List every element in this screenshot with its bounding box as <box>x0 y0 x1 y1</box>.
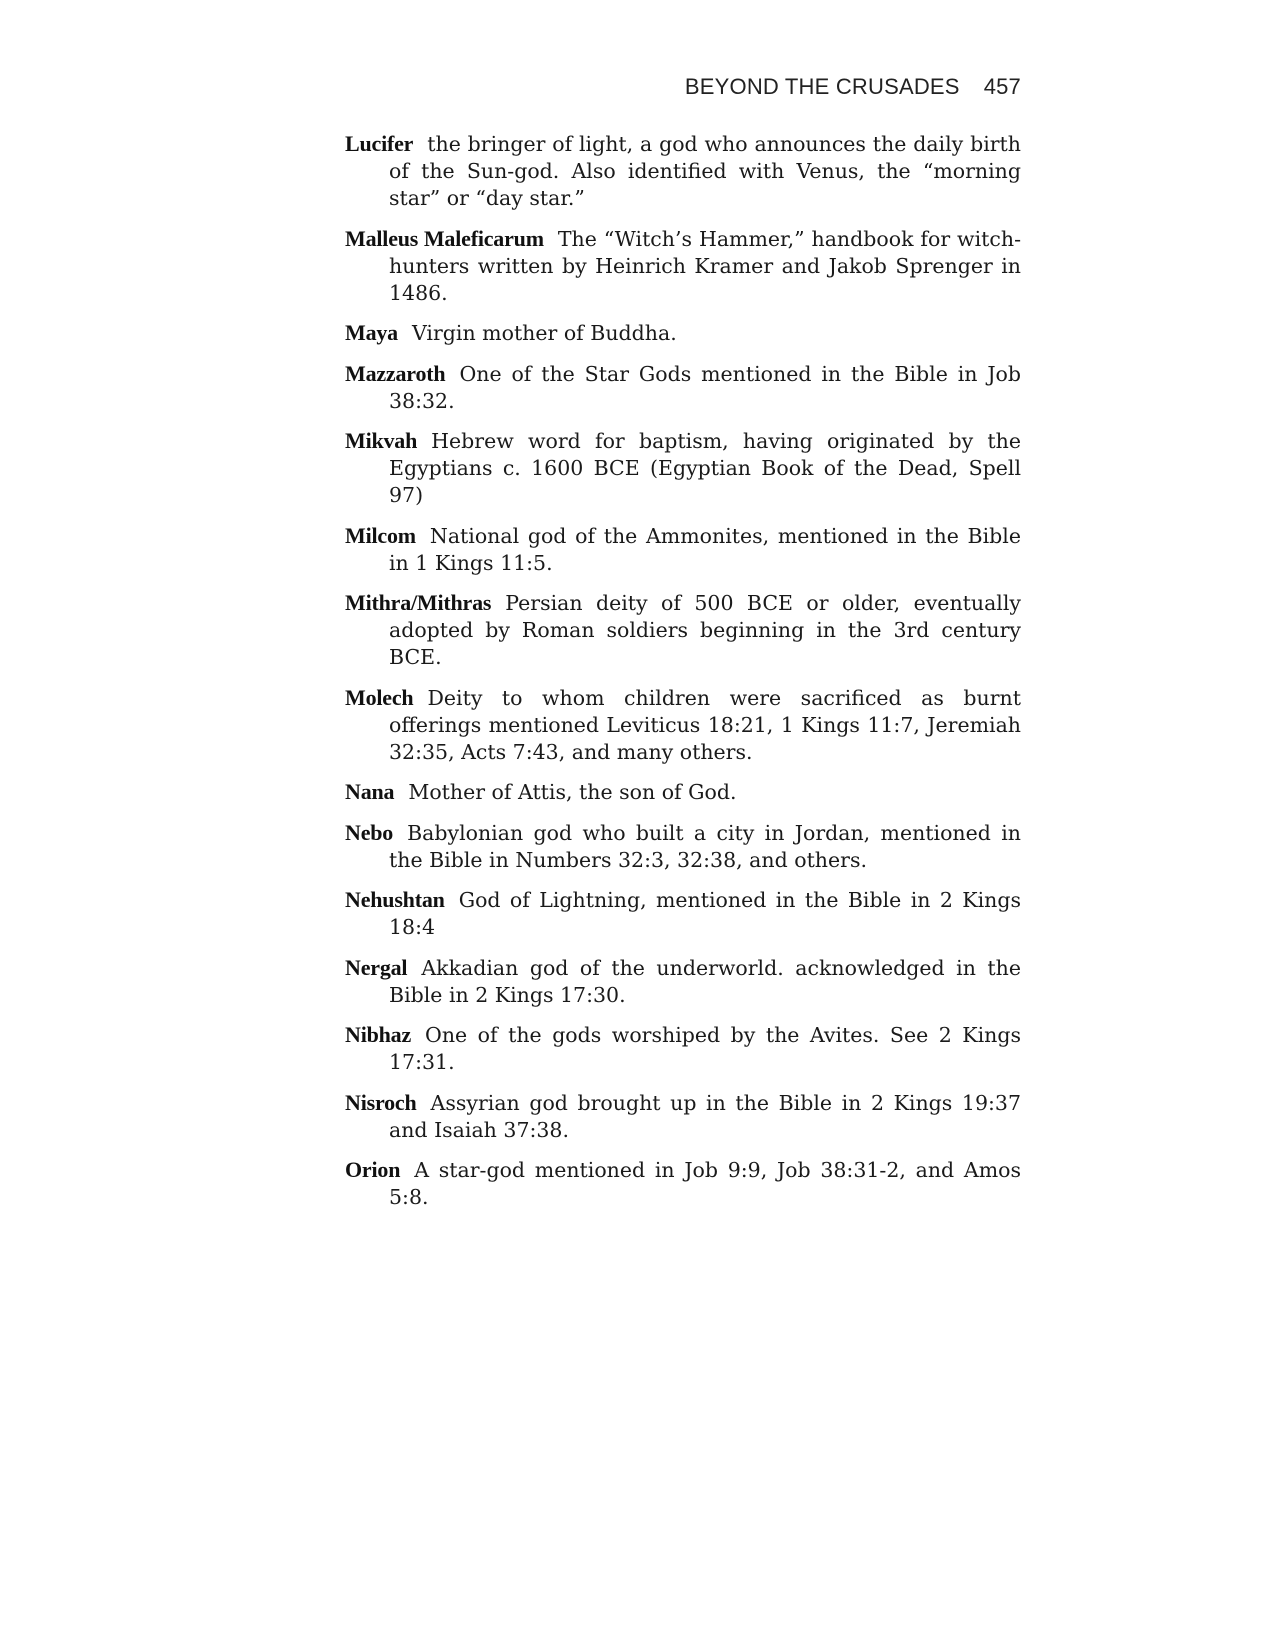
glossary-entry-nisroch <box>345 1089 1021 1144</box>
glossary-definition: Virgin mother of Buddha. <box>411 321 677 345</box>
glossary-entry-lucifer <box>345 130 1021 212</box>
glossary-definition: Babylonian god who built a city in Jordan, mentioned in the Bible in Numbers 32:3, 32:38, and others. <box>389 820 1021 872</box>
glossary-definition: The “Witch’s Hammer,” handbook for witch-hunters written by Heinrich Kramer and Jakob Sprenger in 1486. <box>389 226 1022 305</box>
glossary-entry-nehushtan <box>345 886 1021 941</box>
glossary-entry-mithra-mithras <box>345 589 1021 671</box>
glossary-term: Malleus Maleficarum <box>345 225 544 251</box>
glossary-entry-nibhaz <box>345 1021 1021 1076</box>
glossary-definition: Deity to whom children were sacrificed as burnt offerings mentioned Leviticus 18:21, 1 Kings 11:7, Jeremiah 32:35, Acts 7:43, and many others. <box>389 685 1021 764</box>
glossary-term: Nebo <box>345 819 394 845</box>
glossary-term: Nergal <box>345 954 408 980</box>
glossary-definition: God of Lightning, mentioned in the Bible in 2 Kings 18:4 <box>389 888 1021 939</box>
glossary-definition: A star-god mentioned in Job 9:9, Job 38:31-2, and Amos 5:8. <box>389 1158 1021 1209</box>
glossary-entry-molech <box>345 684 1021 766</box>
glossary-term: Nana <box>345 779 395 804</box>
page-number: 457 <box>983 74 1021 99</box>
glossary-entry-nergal <box>345 954 1021 1009</box>
glossary-term: Nibhaz <box>345 1022 412 1047</box>
glossary-definition: Mother of Attis, the son of God. <box>408 780 737 804</box>
glossary-entry-nana <box>345 778 1021 806</box>
glossary-entry-orion <box>345 1156 1021 1211</box>
glossary-entry-milcom <box>345 522 1021 577</box>
glossary-term: Nehushtan <box>345 887 445 912</box>
glossary-list <box>345 130 1021 1224</box>
glossary-definition: Hebrew word for baptism, having originated by the Egyptians c. 1600 BCE (Egyptian Book of the Dead, Spell 97) <box>389 429 1021 507</box>
glossary-term: Molech <box>345 684 414 710</box>
glossary-definition: Akkadian god of the underworld. acknowledged in the Bible in 2 Kings 17:30. <box>389 955 1021 1007</box>
glossary-entry-maya <box>345 319 1021 347</box>
running-head-title: BEYOND THE CRUSADES <box>684 74 960 99</box>
glossary-entry-mazzaroth <box>345 360 1021 415</box>
glossary-term: Milcom <box>345 522 416 548</box>
glossary-definition: the bringer of light, a god who announces the daily birth of the Sun-god. Also identified with Venus, the “morning star” or “day star.” <box>389 132 1021 210</box>
glossary-term: Maya <box>345 320 398 345</box>
glossary-entry-nebo <box>345 819 1021 874</box>
glossary-entry-mikvah <box>345 427 1021 509</box>
glossary-term: Orion <box>345 1157 401 1182</box>
glossary-term: Mikvah <box>345 428 418 453</box>
glossary-definition: One of the Star Gods mentioned in the Bible in Job 38:32. <box>389 361 1021 413</box>
glossary-definition: Assyrian god brought up in the Bible in 2 Kings 19:37 and Isaiah 37:38. <box>389 1090 1021 1142</box>
glossary-term: Mazzaroth <box>345 360 446 386</box>
glossary-definition: One of the gods worshiped by the Avites. See 2 Kings 17:31. <box>389 1023 1021 1074</box>
glossary-term: Mithra/Mithras <box>345 590 492 615</box>
glossary-entry-malleus-maleficarum <box>345 225 1021 307</box>
glossary-definition: Persian deity of 500 BCE or older, eventually adopted by Roman soldiers beginning in the 3rd century BCE. <box>389 591 1021 669</box>
glossary-term: Lucifer <box>345 131 414 156</box>
glossary-term: Nisroch <box>345 1089 417 1115</box>
running-head <box>345 74 1021 100</box>
glossary-definition: National god of the Ammonites, mentioned in the Bible in 1 Kings 11:5. <box>389 523 1021 575</box>
